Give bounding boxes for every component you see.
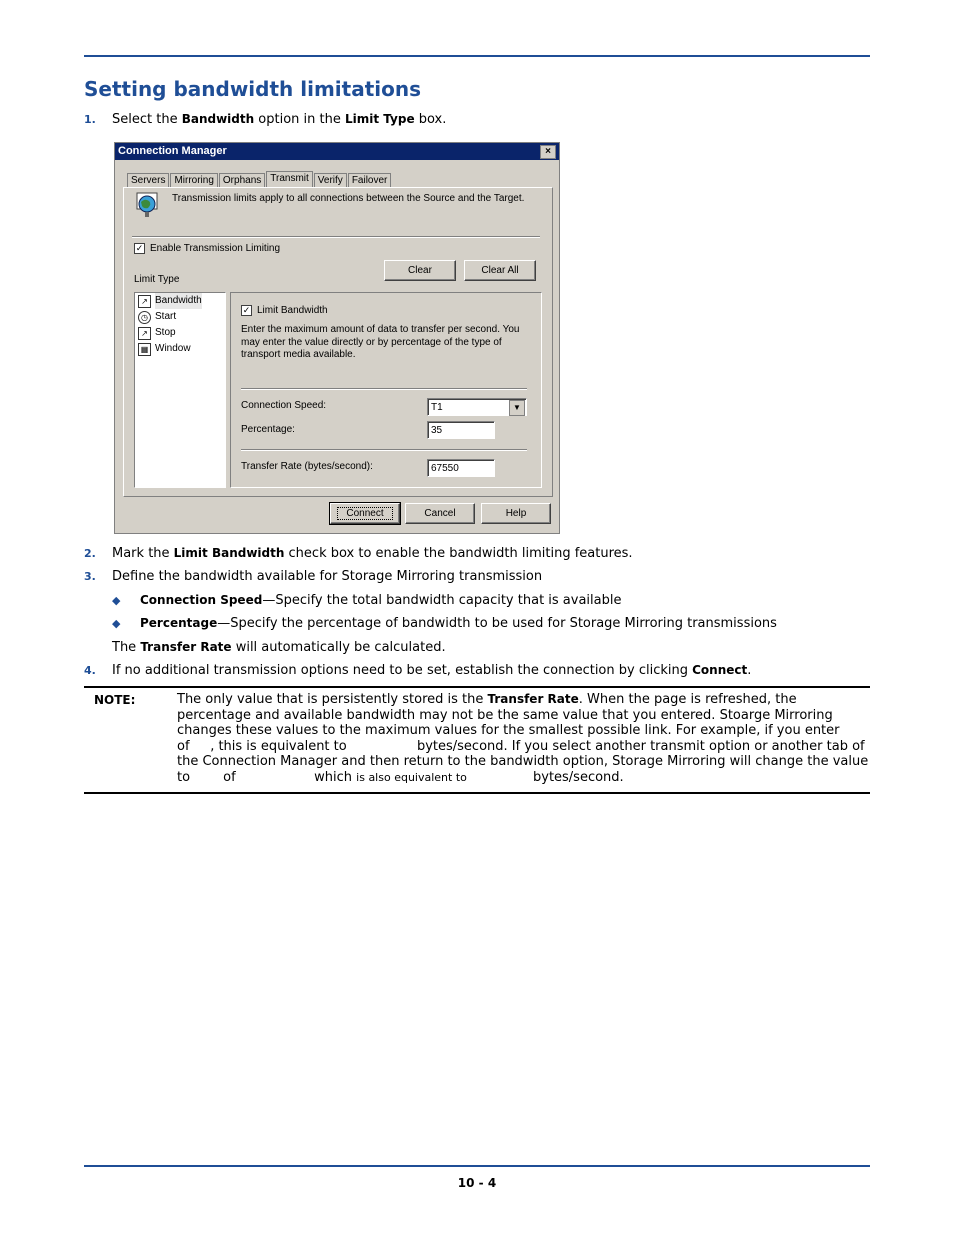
header-rule	[84, 55, 870, 57]
footer-rule	[84, 1165, 870, 1167]
step-bold: Bandwidth	[181, 112, 255, 126]
connect-button[interactable]	[330, 503, 400, 524]
dialog-title: Connection Manager	[118, 145, 227, 157]
step-text: .	[747, 663, 752, 678]
list-item-label: Bandwidth	[155, 293, 202, 309]
limit-type-list[interactable]	[134, 292, 226, 488]
note-body	[177, 692, 873, 785]
note-text: bytes/second.	[466, 769, 624, 785]
note-text: The only value that is persistently stored is the	[177, 692, 488, 707]
limit-type-label: Limit Type	[134, 274, 180, 285]
tab-orphans[interactable]: Orphans	[219, 173, 265, 188]
step-number: 1.	[84, 113, 96, 126]
tab-servers[interactable]: Servers	[127, 173, 169, 188]
divider	[241, 449, 527, 451]
percentage-input[interactable]: 35	[427, 421, 495, 439]
page-title: Setting bandwidth limitations	[84, 77, 422, 101]
step-1	[84, 111, 446, 128]
checkmark-icon: ✓	[242, 305, 251, 315]
bullet-connection-speed	[112, 592, 622, 609]
transfer-rate-input[interactable]: 67550	[427, 459, 495, 477]
text: The	[112, 640, 141, 655]
list-item-label: Start	[155, 311, 177, 322]
connection-speed-select[interactable]	[427, 398, 527, 416]
connection-manager-dialog	[114, 142, 560, 534]
list-item-window[interactable]	[135, 341, 225, 357]
chevron-down-icon[interactable]: ▼	[509, 400, 525, 416]
clear-all-button[interactable]: Clear All	[464, 260, 536, 281]
tab-bar	[127, 171, 392, 187]
limit-bandwidth-checkbox[interactable]	[241, 305, 328, 316]
page-number: 10 - 4	[457, 1176, 497, 1190]
text: will automatically be calculated.	[231, 640, 446, 655]
list-item-stop[interactable]	[135, 325, 225, 341]
step-number: 2.	[84, 547, 96, 560]
percentage-label: Percentage:	[241, 424, 295, 435]
step-text: Define the bandwidth available for Storage Mirroring transmission	[112, 569, 543, 584]
bandwidth-settings-panel	[230, 292, 542, 488]
step-number: 3.	[84, 570, 96, 583]
bold-text: Transfer Rate	[140, 640, 232, 654]
note-text: . When the page is refreshed, the percentage and available bandwidth may not be the same value that you entered. Stoarge Mirroring changes these values to the maximum values for the smallest possible link. For example, if you enter of , this is equivalent to bytes/second. If you select another transmit option or another tab of the Connection Manager and then return to the bandwidth option, Storage Mirroring will change the value to of which	[177, 692, 873, 785]
step-2	[84, 545, 633, 562]
step-4	[84, 662, 751, 679]
step-bold: Connect	[692, 663, 748, 677]
list-item-start[interactable]	[135, 309, 225, 325]
step-text: option in the	[254, 112, 345, 127]
note-small-text: is also equivalent to	[356, 770, 467, 784]
diamond-icon: ◆	[112, 594, 121, 607]
step-text: Mark the	[112, 546, 174, 561]
list-item-label: Stop	[155, 327, 176, 338]
bullet-text: —Specify the total bandwidth capacity that is available	[262, 593, 622, 608]
tab-transmit[interactable]: Transmit	[266, 171, 313, 188]
connection-speed-label: Connection Speed:	[241, 400, 327, 411]
transfer-rate-note	[112, 639, 446, 656]
checkbox-label: Enable Transmission Limiting	[150, 243, 281, 254]
select-value: T1	[431, 402, 443, 413]
note-label: NOTE:	[94, 693, 136, 707]
step-3	[84, 569, 542, 585]
tab-verify[interactable]: Verify	[314, 173, 347, 188]
dialog-title-bar	[115, 143, 559, 160]
transfer-rate-label: Transfer Rate (bytes/second):	[241, 461, 373, 472]
diamond-icon: ◆	[112, 617, 121, 630]
clock-icon: ◷	[138, 311, 151, 324]
bullet-bold: Connection Speed	[140, 593, 263, 607]
divider	[132, 236, 540, 238]
bullet-bold: Percentage	[140, 616, 218, 630]
step-bold: Limit Bandwidth	[173, 546, 285, 560]
list-item-bandwidth[interactable]	[135, 293, 225, 309]
button-label: Connect	[337, 507, 392, 520]
enable-limiting-checkbox[interactable]	[134, 243, 280, 254]
clear-button[interactable]: Clear	[384, 260, 456, 281]
cancel-button[interactable]: Cancel	[405, 503, 475, 524]
list-item-label: Window	[155, 343, 191, 354]
step-bold: Limit Type	[345, 112, 415, 126]
divider	[241, 388, 527, 390]
step-text: Select the	[112, 112, 182, 127]
bullet-percentage	[112, 615, 777, 632]
chart-icon: ↗	[138, 295, 151, 308]
globe-icon	[136, 192, 158, 218]
note-bottom-rule	[84, 792, 870, 794]
note-top-rule	[84, 686, 870, 688]
close-icon[interactable]: ×	[540, 145, 556, 159]
step-text: check box to enable the bandwidth limiting features.	[284, 546, 633, 561]
step-text: box.	[414, 112, 447, 127]
tab-failover[interactable]: Failover	[348, 173, 392, 188]
description-text: Enter the maximum amount of data to transfer per second. You may enter the value directly or by percentage of the type of transport media available.	[241, 324, 520, 360]
checkbox-label: Limit Bandwidth	[257, 305, 328, 316]
note-bold: Transfer Rate	[487, 692, 579, 706]
info-text: Transmission limits apply to all connections between the Source and the Target.	[172, 193, 525, 204]
chart-icon: ↗	[138, 327, 151, 340]
step-text: If no additional transmission options need to be set, establish the connection by clicking	[112, 663, 693, 678]
tab-mirroring[interactable]: Mirroring	[170, 173, 217, 188]
checkmark-icon: ✓	[135, 243, 144, 253]
help-button[interactable]: Help	[481, 503, 551, 524]
transmit-panel	[123, 187, 553, 497]
window-icon: ▦	[138, 343, 151, 356]
step-number: 4.	[84, 664, 96, 677]
bullet-text: —Specify the percentage of bandwidth to be used for Storage Mirroring transmissions	[217, 616, 777, 631]
